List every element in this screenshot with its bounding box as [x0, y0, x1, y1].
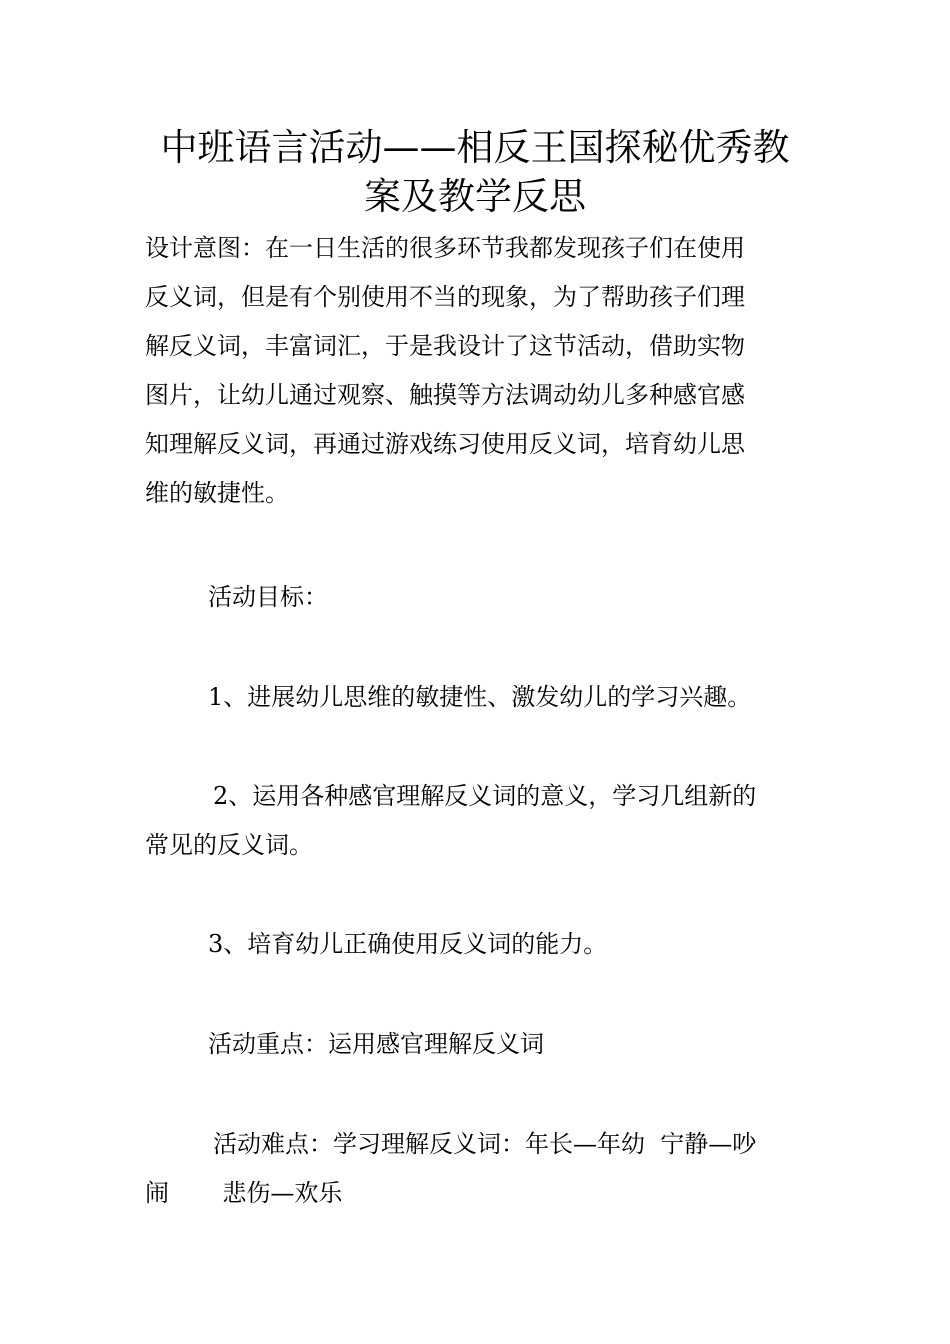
intent-line-4: 图片，让幼儿通过观察、触摸等方法调动幼儿多种感官感 — [145, 381, 745, 409]
goal-2-line-1: 2、运用各种感官理解反义词的意义，学习几组新的 — [213, 782, 757, 810]
difficulty-line-2: 闹 悲伤—欢乐 — [145, 1179, 343, 1207]
difficulty-line-1: 活动难点：学习理解反义词：年长—年幼 宁静—吵 — [213, 1130, 757, 1158]
title-line-1: 中班语言活动——相反王国探秘优秀教 — [160, 126, 790, 169]
design-intent-paragraph — [145, 224, 810, 518]
key-point: 活动重点：运用感官理解反义词 — [208, 1030, 544, 1058]
goal-item-2 — [145, 772, 810, 870]
intent-line-5: 知理解反义词，再通过游戏练习使用反义词，培育幼儿思 — [145, 430, 745, 458]
intent-line-2: 反义词，但是有个别使用不当的现象，为了帮助孩子们理 — [145, 283, 745, 311]
title-line-2: 案及教学反思 — [364, 175, 586, 218]
intent-line-3: 解反义词，丰富词汇，于是我设计了这节活动，借助实物 — [145, 332, 745, 360]
intent-line-6: 维的敏捷性。 — [145, 479, 289, 507]
goal-item-1: 1、进展幼儿思维的敏捷性、激发幼儿的学习兴趣。 — [208, 683, 752, 711]
difficulty-paragraph — [145, 1120, 810, 1218]
intent-line-1: 设计意图：在一日生活的很多环节我都发现孩子们在使用 — [145, 234, 745, 262]
goal-item-3: 3、培育幼儿正确使用反义词的能力。 — [208, 930, 608, 958]
goal-2-line-2: 常见的反义词。 — [145, 831, 313, 859]
goals-heading: 活动目标： — [208, 583, 328, 611]
document-title — [120, 123, 830, 222]
